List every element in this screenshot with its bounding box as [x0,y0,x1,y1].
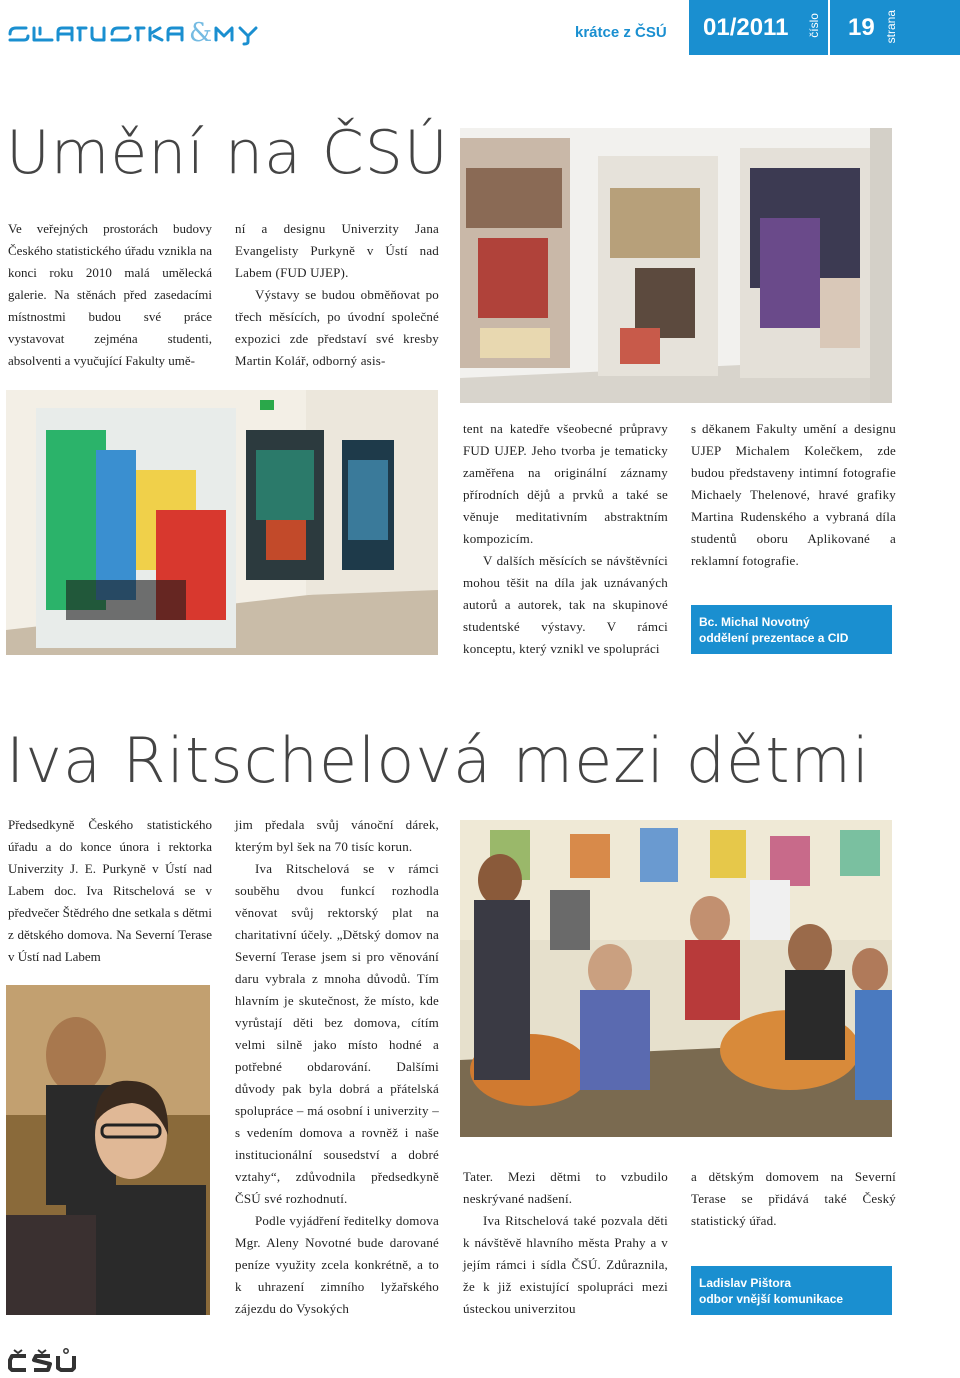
issue-number: 01/2011 [703,14,789,41]
article2-text-2: jim předala svůj vánoční dárek, kterým byl šek na 70 tisíc korun. [235,817,439,854]
magazine-logo [6,10,266,46]
section-label: krátce z ČSÚ [575,24,667,41]
article2-column-1 [8,814,212,968]
article2-text-4: Podle vyjádření ředitelky domova Mgr. Aleny Novotné bude darované peníze využity zcela konkrétně, a to k uhrazení zimního lyžařského zájezdu do Vysokých [235,1213,439,1316]
svg-text:&: & [189,18,213,46]
issue-label: číslo [807,13,821,38]
article2-text-5: Tater. Mezi dětmi to vzbudilo neskrývané nadšení. [463,1169,668,1206]
article2-column-3 [463,1166,668,1320]
csu-logo [6,1348,80,1374]
article-title-art: Umění na ČSÚ [6,118,449,188]
article1-text-2: ní a designu Univerzity Jana Evangelisty Purkyně v Ústí nad Labem (FUD UJEP). [235,221,439,280]
article2-column-4 [691,1166,896,1232]
article2-text-3: Iva Ritschelová se v rámci souběhu dvou funkcí rozhodla věnovat svůj rektorský plat na charitativní účely. „Dětský domov na Severní Terase jsem si pro věnování daru vybrala z mnoha důvodů. Tím hlavním je skutečnost, že místo, kde vyrůstají děti bez domova, cítím velmi silně jako místo hodné a potřebné obdarování. Dalšími důvody pak byla dobrá a přátelská spolupráce – má osobní i univerzity – s vedením domova a rovněž i naše institucionální sousedství a dobré vztahy“, zdůvodnila předsedkyně ČSÚ své rozhodnutí. [235,861,439,1206]
article1-text-1: Ve veřejných prostorách budovy Českého statistického úřadu vznikla na konci roku 2010 malá umělecká galerie. Na stěnách před zasedacími místnostmi budou své práce vystavovat zejména studenti, absolventi a vyučující Fakulty umě- [8,221,212,368]
portrait-photo [6,985,210,1315]
children-group-photo [460,820,892,1137]
article2-author-box [691,1266,892,1315]
page-label: strana [884,10,898,44]
article-title-visit: Iva Ritschelová mezi dětmi [6,724,871,797]
article1-author-box [691,605,892,654]
article1-column-2 [235,218,439,372]
article2-column-2 [235,814,439,1320]
article2-text-7: a dětským domovem na Severní Terase se přidává také Český statistický úřad. [691,1169,896,1228]
article1-column-4 [691,418,896,572]
article1-column-1 [8,218,212,372]
page-number: 19 [848,14,875,41]
article2-text-1: Předsedkyně Českého statistického úřadu a do konce února i rektorka Univerzity J. E. Purkyně v Ústí nad Labem doc. Iva Ritschelová se v předvečer Štědrého dne setkala s dětmi z dětského domova. Na Severní Terase v Ústí nad Labem [8,817,212,964]
article1-text-3: Výstavy se budou obměňovat po třech měsících, po úvodní společné expozici zde představí své kresby Martin Kolář, odborný asis- [235,287,439,368]
gallery-photo-2 [6,390,438,655]
article1-author-name: Bc. Michal Novotný [699,615,810,629]
article1-text-5: V dalších měsících se návštěvníci mohou těšit na díla jak uznávaných autorů a autorek, tak na skupinové studentské výstavy. V rámci konceptu, který vznikl ve spolupráci [463,553,668,656]
page-box [830,0,960,55]
article2-text-6: Iva Ritschelová také pozvala děti k návštěvě hlavního města Prahy a v jejím rámci i sídla ČSÚ. Zdůraznila, že k již existující spolupráci mezi ústeckou univerzitou [463,1213,668,1316]
article2-author-name: Ladislav Pištora [699,1276,792,1290]
article1-column-3 [463,418,668,660]
article1-text-6: s děkanem Fakulty umění a designu UJEP Michalem Kolečkem, zde budou představeny intimní fotografie Michaely Thelenové, hravé grafiky Martina Rudenského a vybraná díla studentů oboru Aplikované a reklamní fotografie. [691,421,896,568]
article1-author-role: oddělení prezentace a CID [699,631,849,645]
issue-box [689,0,828,55]
article2-author-role: odbor vnější komunikace [699,1292,844,1306]
gallery-photo-1 [460,128,892,403]
article1-text-4: tent na katedře všeobecné průpravy FUD UJEP. Jeho tvorba je tematicky zaměřena na originální záznamy přírodních dějů a prvků a také se věnuje meditativním abstraktním kompozicím. [463,421,668,546]
